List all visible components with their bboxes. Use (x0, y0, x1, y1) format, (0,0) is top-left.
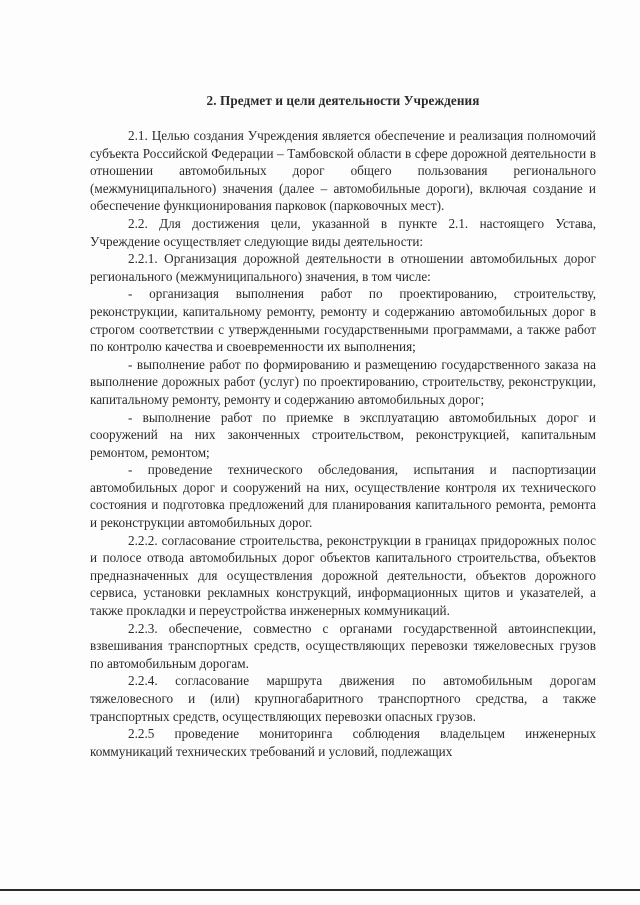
list-item-inspection: - проведение технического обследования, испытания и паспортизации автомобильных дорог и сооружений на них, осуществление контроля их технического состояния и подготовка предложений для планирования капитального ремонта, ремонта и реконструкции автомобильных дорог. (90, 462, 596, 531)
list-item-state-order: - выполнение работ по формированию и размещению государственного заказа на выполнение дорожных работ (услуг) по проектированию, строительству, реконструкции, капитальному ремонту, ремонту и содержанию автомобильных дорог; (90, 356, 596, 407)
document-content (90, 92, 596, 760)
paragraph-2-2-1: 2.2.1. Организация дорожной деятельности в отношении автомобильных дорог регионального (межмуниципального) значения, в том числе: (90, 251, 596, 284)
page-bottom-rule (0, 889, 640, 891)
paragraph-2-2-3: 2.2.3. обеспечение, совместно с органами государственной автоинспекции, взвешивания транспортных средств, осуществляющих перевозки тяжеловесных грузов по автомобильным дорогам. (90, 620, 596, 671)
paragraph-2-2: 2.2. Для достижения цели, указанной в пункте 2.1. настоящего Устава, Учреждение осуществляет следующие виды деятельности: (90, 215, 596, 249)
paragraph-2-1: 2.1. Целью создания Учреждения является обеспечение и реализация полномочий субъекта Российской Федерации – Тамбовской области в сфере дорожной деятельности в отношении автомобильных дорог общего пользования регионального (межмуниципального) значения (далее – автомобильные дороги), включая создание и обеспечение функционирования парковок (парковочных мест). (90, 128, 596, 214)
paragraph-2-2-4: 2.2.4. согласование маршрута движения по автомобильным дорогам тяжеловесного и (или) крупногабаритного транспортного средства, а также транспортных средств, осуществляющих перевозки опасных грузов. (90, 673, 596, 724)
section-heading: 2. Предмет и цели деятельности Учреждения (206, 93, 480, 108)
list-item-acceptance: - выполнение работ по приемке в эксплуатацию автомобильных дорог и сооружений на них законченных строительством, реконструкцией, капитальным ремонтом, ремонтом; (90, 409, 596, 460)
paragraph-2-2-2: 2.2.2. согласование строительства, реконструкции в границах придорожных полос и полосе отвода автомобильных дорог объектов капитального строительства, объектов предназначенных для осуществления дорожной деятельности, объектов дорожного сервиса, установки рекламных конструкций, информационных щитов и указателей, а также прокладки и переустройства инженерных коммуникаций. (90, 532, 596, 619)
list-item-design-works: - организация выполнения работ по проектированию, строительству, реконструкции, капитальному ремонту, ремонту и содержанию автомобильных дорог в строгом соответствии с утвержденными государственными программами, а также работ по контролю качества и своевременности их выполнения; (90, 286, 596, 355)
paragraph-2-2-5: 2.2.5 проведение мониторинга соблюдения владельцем инженерных коммуникаций технических требований и условий, подлежащих (90, 726, 596, 759)
